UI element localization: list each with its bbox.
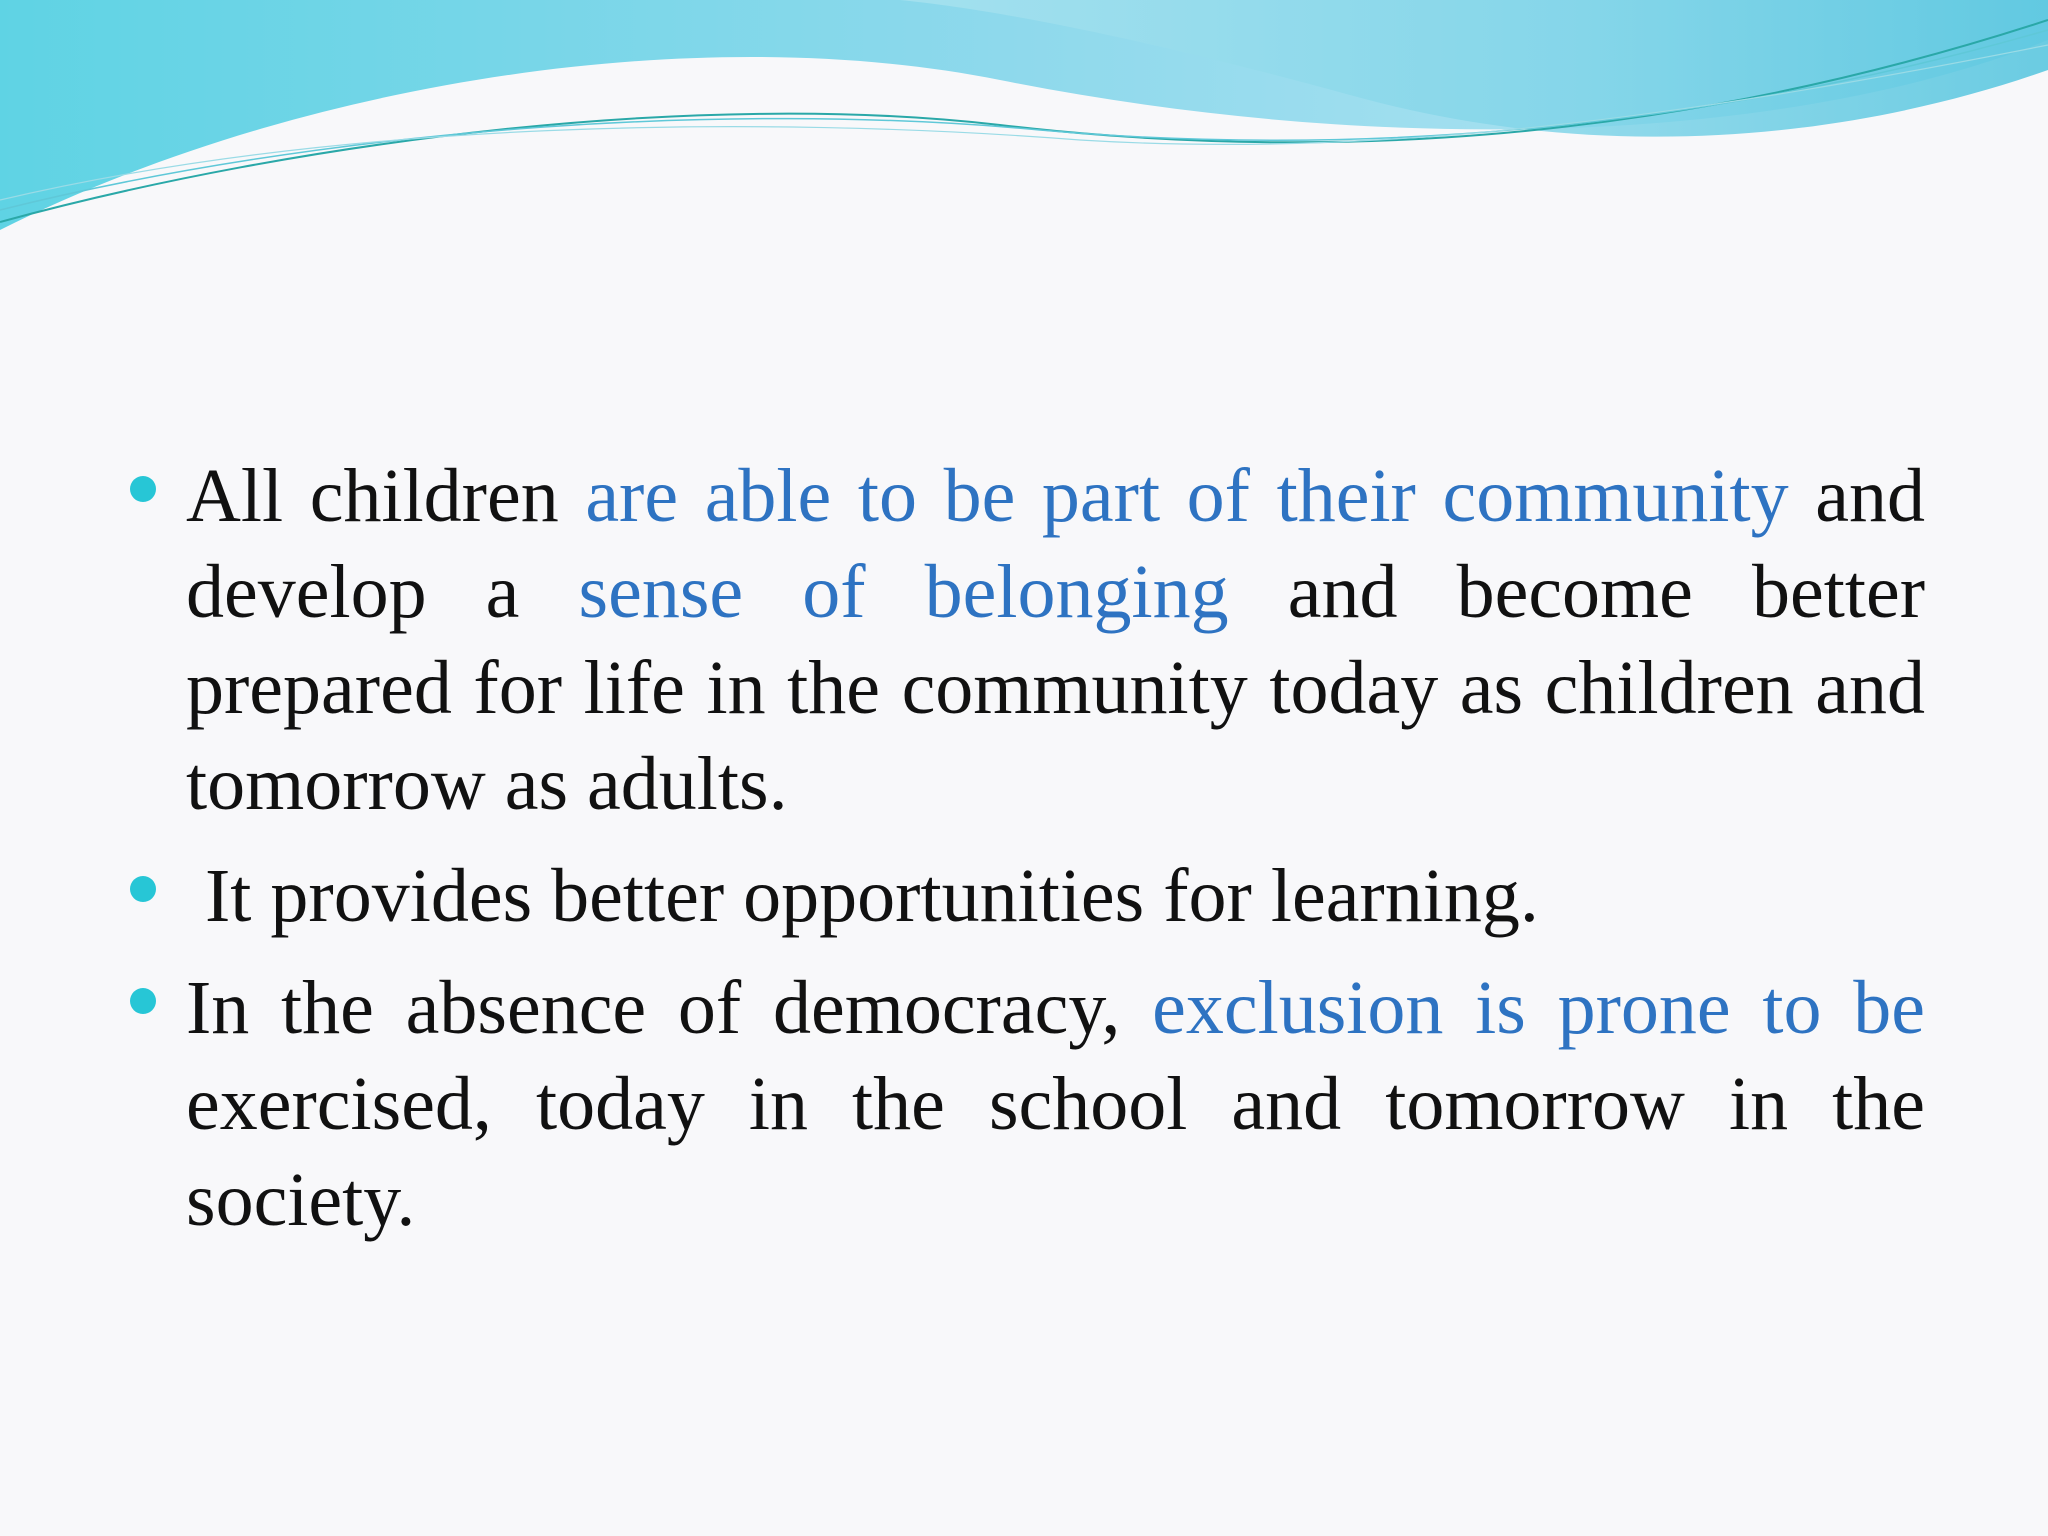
bullet-text-1: All children are able to be part of their community and develop a sense of belonging and become better prepared for life in the community today as children and tomorrow as adults. [186, 454, 1926, 826]
wave-header-decoration [0, 0, 2048, 240]
bullet-dot-icon [130, 988, 156, 1014]
bullet-text-2: It provides better opportunities for learning. [186, 854, 1539, 938]
bullet-dot-icon [130, 876, 156, 902]
bullet-item-1 [130, 448, 1925, 832]
bullet-list [130, 448, 1925, 1264]
bullet-text-3: In the absence of democracy, exclusion is prone to be exercised, today in the school and tomorrow in the society. [186, 966, 1925, 1242]
bullet-item-3 [130, 960, 1925, 1248]
bullet-item-2 [130, 848, 1925, 944]
bullet-dot-icon [130, 476, 156, 502]
